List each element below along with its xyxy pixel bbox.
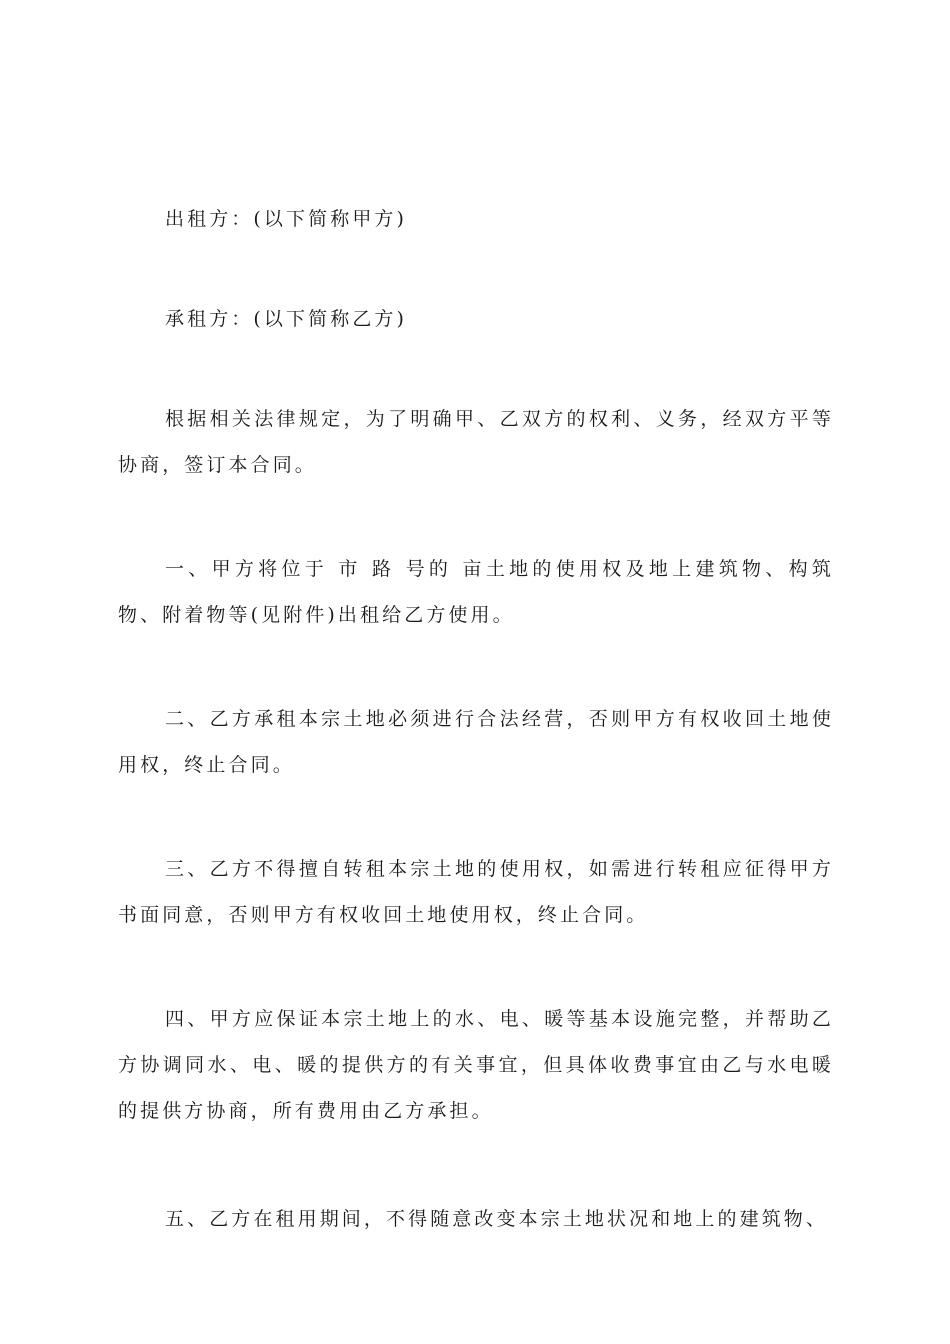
lessor-line: 出租方：(以下简称甲方) — [165, 208, 408, 230]
clause-3: 三、乙方不得擅自转租本宗土地的使用权，如需进行转租应征得甲方书面同意，否则甲方有权收回土地使用权，终止合同。 — [118, 858, 834, 926]
clause-1: 一、甲方将位于 市 路 号的 亩土地的使用权及地上建筑物、构筑物、附着物等(见附件)出租给乙方使用。 — [118, 558, 834, 626]
clause-5: 五、乙方在租用期间，不得随意改变本宗土地状况和地上的建筑物、 — [165, 1208, 829, 1230]
clause-2: 二、乙方承租本宗土地必须进行合法经营，否则甲方有权收回土地使用权，终止合同。 — [118, 708, 834, 776]
lessee-line: 承租方：(以下简称乙方) — [165, 308, 408, 330]
clause-4: 四、甲方应保证本宗土地上的水、电、暖等基本设施完整，并帮助乙方协调同水、电、暖的提供方的有关事宜，但具体收费事宜由乙与水电暖的提供方协商，所有费用由乙方承担。 — [118, 1008, 834, 1122]
preamble-paragraph: 根据相关法律规定，为了明确甲、乙双方的权利、义务，经双方平等协商，签订本合同。 — [118, 408, 834, 476]
